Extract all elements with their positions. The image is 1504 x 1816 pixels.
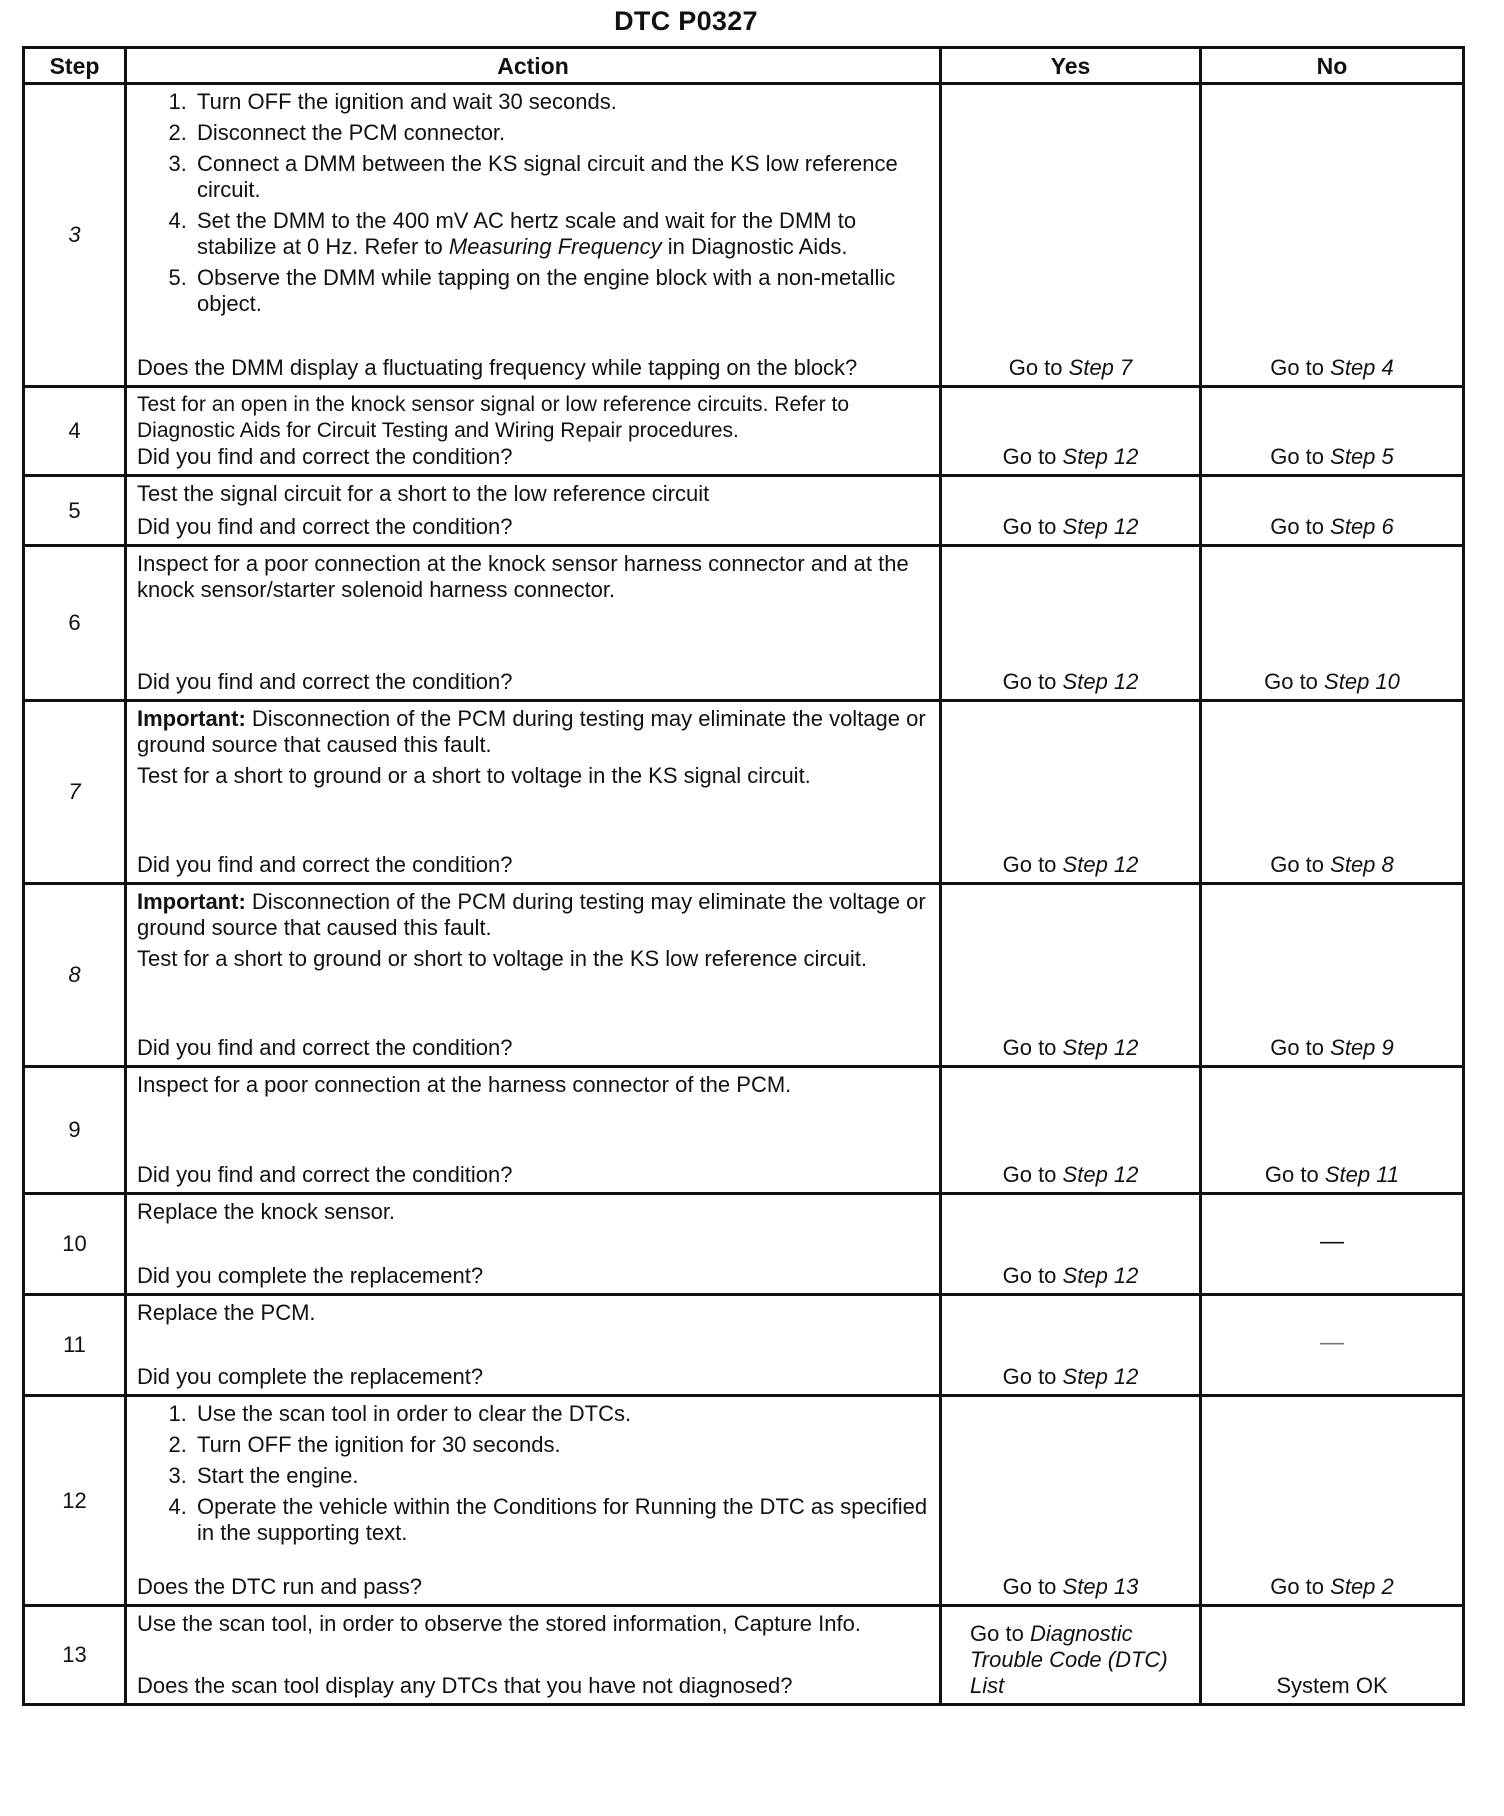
step-number: 7 bbox=[24, 701, 126, 884]
table-row bbox=[24, 1396, 1464, 1606]
goto-step-link: Step 12 bbox=[1062, 1035, 1139, 1060]
no-cell bbox=[1201, 1194, 1464, 1295]
step-number: 9 bbox=[24, 1067, 126, 1194]
table-row bbox=[24, 476, 1464, 546]
goto-step-link: Step 6 bbox=[1330, 514, 1394, 539]
instruction-text: Replace the PCM. bbox=[137, 1300, 316, 1325]
not-applicable-dash: — bbox=[1320, 1228, 1344, 1255]
question-text: Does the DMM display a fluctuating frequency while tapping on the block? bbox=[137, 355, 858, 380]
step-number: 11 bbox=[24, 1295, 126, 1396]
question-text: Does the DTC run and pass? bbox=[137, 1574, 422, 1599]
table-row bbox=[24, 546, 1464, 701]
list-item: 4. Set the DMM to the 400 mV AC hertz scale and wait for the DMM to stabilize at 0 Hz. Refer to Measuring Frequency in Diagnostic Aids. bbox=[193, 208, 929, 260]
table-row bbox=[24, 1295, 1464, 1396]
no-cell: Go to Step 9 bbox=[1201, 884, 1464, 1067]
step-number: 5 bbox=[24, 476, 126, 546]
yes-cell: Go to Diagnostic Trouble Code (DTC) List bbox=[941, 1606, 1201, 1705]
table-row bbox=[24, 84, 1464, 387]
goto-step-link: Step 12 bbox=[1062, 1364, 1139, 1389]
instruction-text: Replace the knock sensor. bbox=[137, 1199, 396, 1224]
procedure-list bbox=[137, 89, 929, 317]
no-cell: Go to Step 4 bbox=[1201, 84, 1464, 387]
step-number: 6 bbox=[24, 546, 126, 701]
list-item: 4. Operate the vehicle within the Conditions for Running the DTC as specified in the supporting text. bbox=[193, 1494, 929, 1546]
action-cell bbox=[126, 1067, 941, 1194]
important-label: Important: bbox=[137, 706, 246, 731]
step-number: 3 bbox=[24, 84, 126, 387]
not-applicable-dash: — bbox=[1320, 1329, 1344, 1356]
yes-cell: Go to Step 12 bbox=[941, 476, 1201, 546]
column-header-step: Step bbox=[24, 48, 126, 84]
goto-step-link: Step 12 bbox=[1062, 514, 1139, 539]
step-number: 10 bbox=[24, 1194, 126, 1295]
instruction-text: Inspect for a poor connection at the harness connector of the PCM. bbox=[137, 1072, 792, 1097]
goto-step-link: Step 12 bbox=[1062, 1263, 1139, 1288]
question-text: Did you find and correct the condition? bbox=[137, 669, 513, 694]
no-cell: Go to Step 11 bbox=[1201, 1067, 1464, 1194]
action-cell bbox=[126, 884, 941, 1067]
no-cell bbox=[1201, 1295, 1464, 1396]
yes-cell: Go to Step 13 bbox=[941, 1396, 1201, 1606]
yes-cell: Go to Step 12 bbox=[941, 884, 1201, 1067]
goto-step-link: Step 12 bbox=[1062, 444, 1139, 469]
table-row bbox=[24, 701, 1464, 884]
important-note: Important: Disconnection of the PCM during testing may eliminate the voltage or ground source that caused this fault. bbox=[137, 889, 926, 940]
instruction-text: Test the signal circuit for a short to the low reference circuit bbox=[137, 481, 710, 506]
no-cell: Go to Step 8 bbox=[1201, 701, 1464, 884]
list-item: 5. Observe the DMM while tapping on the engine block with a non-metallic object. bbox=[193, 265, 929, 317]
no-cell: Go to Step 6 bbox=[1201, 476, 1464, 546]
step-number: 12 bbox=[24, 1396, 126, 1606]
goto-step-link: Step 7 bbox=[1068, 355, 1133, 380]
question-text: Did you find and correct the condition? bbox=[137, 444, 513, 469]
list-item: 1. Turn OFF the ignition and wait 30 seconds. bbox=[193, 89, 929, 115]
column-header-action: Action bbox=[126, 48, 941, 84]
table-row bbox=[24, 884, 1464, 1067]
reference-link: Measuring Frequency bbox=[448, 234, 662, 259]
goto-step-link: Step 12 bbox=[1062, 1162, 1139, 1187]
list-item: 3. Connect a DMM between the KS signal circuit and the KS low reference circuit. bbox=[193, 151, 929, 203]
column-header-yes: Yes bbox=[941, 48, 1201, 84]
question-text: Did you find and correct the condition? bbox=[137, 1035, 513, 1060]
question-text: Did you complete the replacement? bbox=[137, 1263, 484, 1288]
list-item: 3. Start the engine. bbox=[193, 1463, 929, 1489]
action-cell bbox=[126, 546, 941, 701]
goto-step-link: Step 12 bbox=[1062, 852, 1139, 877]
list-item: 2. Disconnect the PCM connector. bbox=[193, 120, 929, 146]
yes-cell: Go to Step 12 bbox=[941, 546, 1201, 701]
goto-step-link: Step 12 bbox=[1062, 669, 1139, 694]
question-text: Did you find and correct the condition? bbox=[137, 1162, 513, 1187]
question-text: Does the scan tool display any DTCs that you have not diagnosed? bbox=[137, 1673, 793, 1698]
list-item: 2. Turn OFF the ignition for 30 seconds. bbox=[193, 1432, 929, 1458]
action-cell bbox=[126, 701, 941, 884]
no-cell bbox=[1201, 1606, 1464, 1705]
yes-cell: Go to Step 12 bbox=[941, 1067, 1201, 1194]
goto-step-link: Step 13 bbox=[1062, 1574, 1139, 1599]
yes-cell: Go to Step 12 bbox=[941, 387, 1201, 476]
yes-cell: Go to Step 12 bbox=[941, 1295, 1201, 1396]
step-number: 8 bbox=[24, 884, 126, 1067]
column-header-no: No bbox=[1201, 48, 1464, 84]
yes-cell: Go to Step 12 bbox=[941, 1194, 1201, 1295]
action-cell bbox=[126, 1606, 941, 1705]
important-note: Important: Disconnection of the PCM during testing may eliminate the voltage or ground source that caused this fault. bbox=[137, 706, 926, 757]
action-cell bbox=[126, 476, 941, 546]
goto-step-link: Step 10 bbox=[1324, 669, 1400, 694]
no-cell: Go to Step 10 bbox=[1201, 546, 1464, 701]
action-cell bbox=[126, 1396, 941, 1606]
instruction-text: Test for a short to ground or a short to voltage in the KS signal circuit. bbox=[137, 763, 811, 788]
no-cell: Go to Step 2 bbox=[1201, 1396, 1464, 1606]
system-ok-text: System OK bbox=[1276, 1673, 1388, 1698]
goto-step-link: Step 11 bbox=[1324, 1162, 1400, 1187]
action-cell bbox=[126, 387, 941, 476]
step-number: 4 bbox=[24, 387, 126, 476]
action-cell bbox=[126, 84, 941, 387]
instruction-text: Test for a short to ground or short to voltage in the KS low reference circuit. bbox=[137, 946, 868, 971]
goto-step-link: Step 2 bbox=[1330, 1574, 1394, 1599]
goto-step-link: Step 8 bbox=[1330, 852, 1394, 877]
no-cell: Go to Step 5 bbox=[1201, 387, 1464, 476]
goto-step-link: Step 4 bbox=[1330, 355, 1394, 380]
yes-cell: Go to Step 7 bbox=[941, 84, 1201, 387]
yes-cell: Go to Step 12 bbox=[941, 701, 1201, 884]
action-cell bbox=[126, 1194, 941, 1295]
list-item: 1. Use the scan tool in order to clear the DTCs. bbox=[193, 1401, 929, 1427]
instruction-text: Inspect for a poor connection at the knock sensor harness connector and at the knock sensor/starter solenoid harness connector. bbox=[137, 551, 909, 602]
procedure-list bbox=[137, 1401, 929, 1546]
table-row bbox=[24, 1606, 1464, 1705]
diagnostic-table bbox=[22, 46, 1465, 1706]
question-text: Did you find and correct the condition? bbox=[137, 852, 513, 877]
question-text: Did you complete the replacement? bbox=[137, 1364, 484, 1389]
page-title: DTC P0327 bbox=[614, 6, 758, 36]
goto-step-link: Step 5 bbox=[1330, 444, 1394, 469]
table-row bbox=[24, 1067, 1464, 1194]
table-row bbox=[24, 387, 1464, 476]
goto-step-link: Step 9 bbox=[1330, 1035, 1394, 1060]
table-row bbox=[24, 1194, 1464, 1295]
important-label: Important: bbox=[137, 889, 246, 914]
goto-dtc-list-link: Diagnostic Trouble Code (DTC) List bbox=[970, 1621, 1168, 1698]
table-header-row bbox=[24, 48, 1464, 84]
instruction-text: Test for an open in the knock sensor signal or low reference circuits. Refer to Diagnostic Aids for Circuit Testing and Wiring Repair procedures. bbox=[137, 393, 850, 442]
action-cell bbox=[126, 1295, 941, 1396]
instruction-text: Use the scan tool, in order to observe the stored information, Capture Info. bbox=[137, 1611, 861, 1636]
step-number: 13 bbox=[24, 1606, 126, 1705]
question-text: Did you find and correct the condition? bbox=[137, 514, 513, 539]
